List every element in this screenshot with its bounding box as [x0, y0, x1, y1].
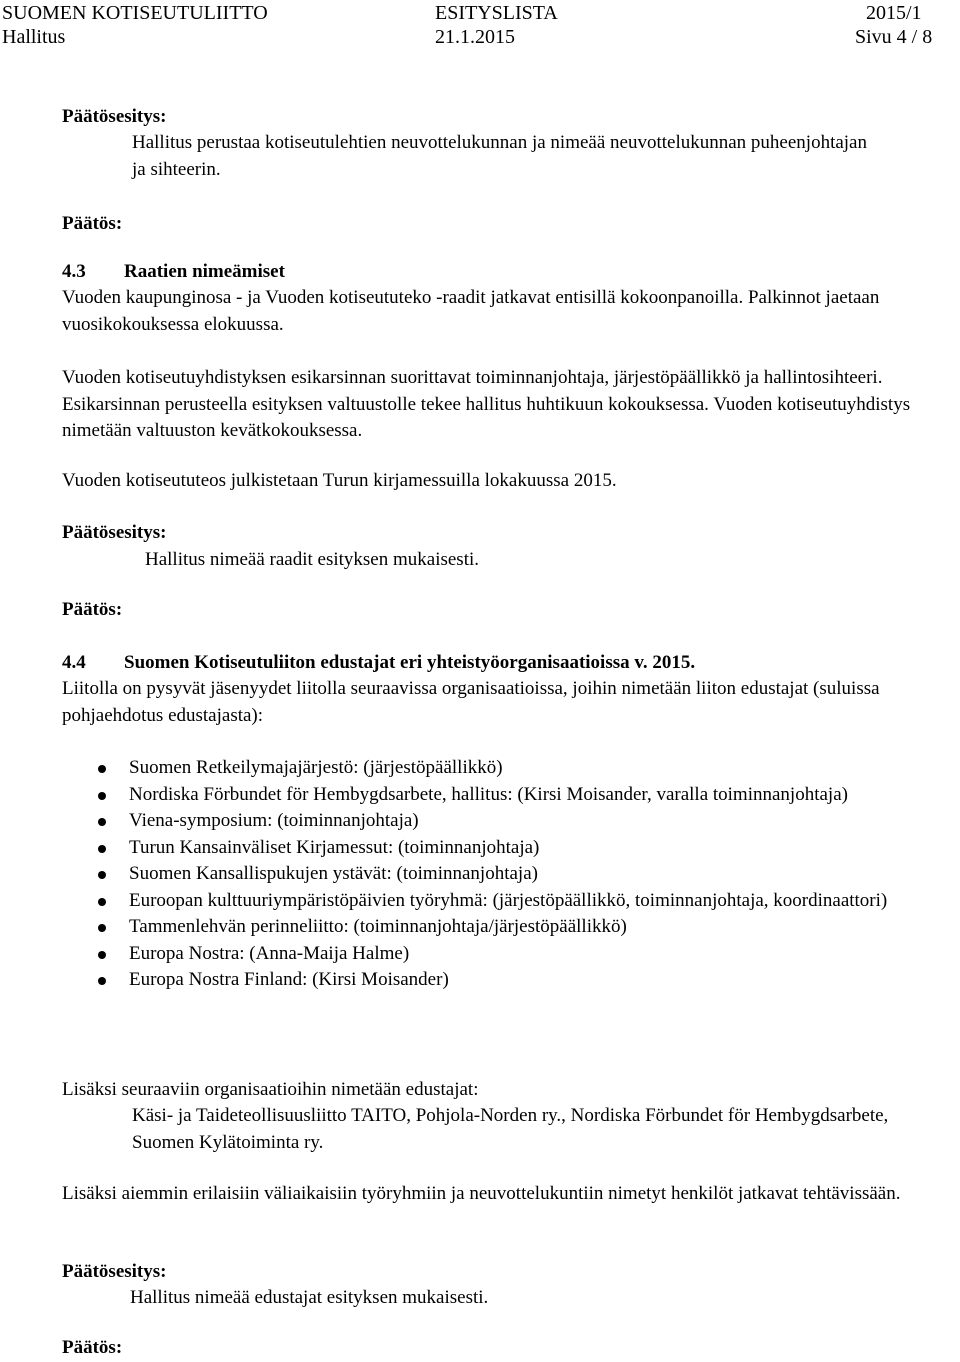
section-4-3-paragraph-1: Vuoden kaupunginosa - ja Vuoden kotiseututeko -raadit jatkavat entisillä kokoonpanoilla. Palkinnot jaetaan vuosikokouksessa elokuussa. — [62, 287, 880, 335]
proposal-label-3: Päätösesitys: — [62, 1261, 167, 1282]
proposal-label-1: Päätösesitys: — [62, 106, 167, 127]
bullet-icon — [98, 845, 106, 853]
section-4-3-paragraph-3: Vuoden kotiseututeos julkistetaan Turun kirjamessuilla lokakuussa 2015. — [62, 470, 617, 491]
list-item: Euroopan kulttuuriympäristöpäivien työryhmä: (järjestöpäällikkö, toiminnanjohtaja, koordinaattori) — [98, 888, 909, 915]
section-4-4-title: Suomen Kotiseutuliiton edustajat eri yhteistyöorganisaatioissa v. 2015. — [124, 652, 696, 673]
header-date: 21.1.2015 — [435, 26, 515, 48]
bullet-icon — [98, 871, 106, 879]
list-item: Europa Nostra: (Anna-Maija Halme) — [98, 941, 898, 968]
section-4-3-paragraph-2: Vuoden kotiseutuyhdistyksen esikarsinnan suorittavat toiminnanjohtaja, järjestöpäällikkö ja hallintosihteeri. Esikarsinnan perusteella esityksen valtuustolle tekee hallitus huhtikuun kokouksessa. Vuoden kotiseutuyhdistys nimetään valtuuston kevätkokouksessa. — [62, 367, 911, 441]
additional-orgs-list: Käsi- ja Taideteollisuusliitto TAITO, Pohjola-Norden ry., Nordiska Förbundet för Hembygdsarbete, Suomen Kylätoiminta ry. — [132, 1105, 889, 1153]
list-item: Suomen Retkeilymajajärjestö: (järjestöpäällikkö) — [98, 755, 898, 782]
list-item: Suomen Kansallispukujen ystävät: (toiminnanjohtaja) — [98, 861, 898, 888]
section-4-3-number: 4.3 — [62, 261, 86, 282]
proposal-label-2: Päätösesitys: — [62, 522, 167, 543]
organization-list — [98, 755, 898, 994]
bullet-icon — [98, 977, 106, 985]
list-item: Nordiska Förbundet för Hembygdsarbete, hallitus: (Kirsi Moisander, varalla toiminnanjohtaja) — [98, 782, 849, 809]
decision-label-3: Päätös: — [62, 1337, 123, 1358]
proposal-text-3: Hallitus nimeää edustajat esityksen mukaisesti. — [130, 1287, 489, 1308]
header-body: Hallitus — [2, 26, 66, 48]
section-4-4-number: 4.4 — [62, 652, 86, 673]
bullet-icon — [98, 951, 106, 959]
header-number: 2015/1 — [866, 2, 922, 24]
header-org: SUOMEN KOTISEUTULIITTO — [2, 2, 268, 24]
decision-label-1: Päätös: — [62, 213, 123, 234]
bullet-icon — [98, 924, 106, 932]
bullet-icon — [98, 898, 106, 906]
list-item: Tammenlehvän perinneliitto: (toiminnanjohtaja/järjestöpäällikkö) — [98, 914, 898, 941]
decision-label-2: Päätös: — [62, 599, 123, 620]
header-doc-type: ESITYSLISTA — [435, 2, 558, 24]
header-page: Sivu 4 / 8 — [855, 26, 933, 48]
proposal-text-2: Hallitus nimeää raadit esityksen mukaisesti. — [145, 549, 480, 570]
list-item: Europa Nostra Finland: (Kirsi Moisander) — [98, 967, 898, 994]
workgroups-paragraph: Lisäksi aiemmin erilaisiin väliaikaisiin työryhmiin ja neuvottelukuntiin nimetyt henkilöt jatkavat tehtävissään. — [62, 1183, 901, 1204]
bullet-icon — [98, 765, 106, 773]
additional-orgs-heading: Lisäksi seuraaviin organisaatioihin nimetään edustajat: — [62, 1079, 479, 1100]
bullet-icon — [98, 818, 106, 826]
list-item: Turun Kansainväliset Kirjamessut: (toiminnanjohtaja) — [98, 835, 898, 862]
proposal-text-1: Hallitus perustaa kotiseutulehtien neuvottelukunnan ja nimeää neuvottelukunnan puheenjohtajan ja sihteerin. — [132, 132, 867, 180]
section-4-4-intro: Liitolla on pysyvät jäsenyydet liitolla seuraavissa organisaatioissa, joihin nimetään liiton edustajat (suluissa pohjaehdotus edustajasta): — [62, 678, 880, 726]
section-4-3-title: Raatien nimeämiset — [124, 261, 285, 282]
list-item: Viena-symposium: (toiminnanjohtaja) — [98, 808, 898, 835]
bullet-icon — [98, 792, 106, 800]
